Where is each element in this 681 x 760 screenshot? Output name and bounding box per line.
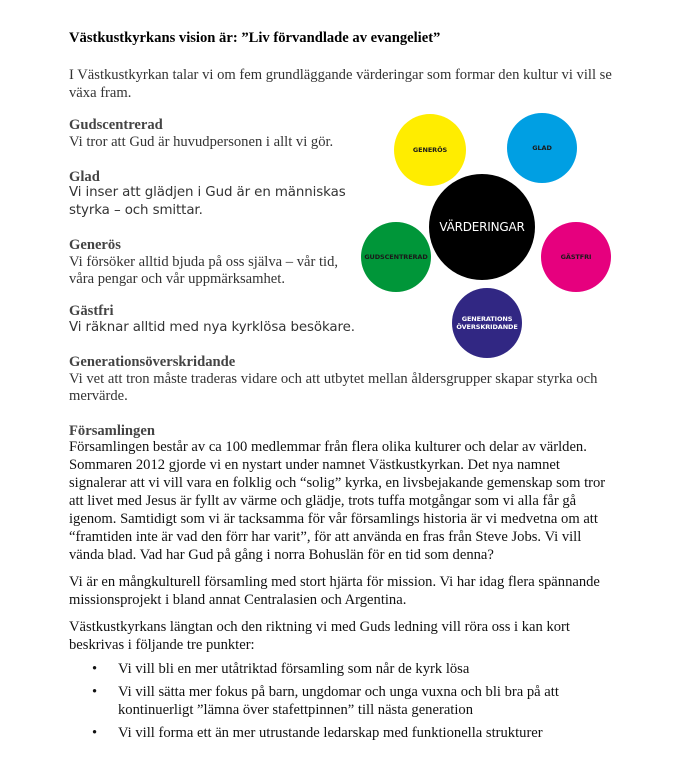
value-text: Vi inser att glädjen i Gud är en människas bbox=[69, 185, 346, 200]
value-heading: Generös bbox=[69, 237, 121, 253]
bullet-text: Vi vill sätta mer fokus på barn, ungdomar och unga vuxna och bli bra på att bbox=[118, 684, 559, 700]
value-text: Vi försöker alltid bjuda på oss själva – vår tid, bbox=[69, 254, 339, 270]
paragraph-line: Församlingen består av ca 100 medlemmar från flera olika kulturer och delar av världen. bbox=[69, 439, 587, 455]
paragraph-line: signalerar att vi vill vara en folklig och “solig” kyrka, en livsbejakande gemenskap som tror bbox=[69, 475, 606, 491]
circle-generationsoverskridande bbox=[452, 288, 522, 358]
paragraph-line: Västkustkyrkans längtan och den riktning vi med Guds ledning vill röra oss i kan kort bbox=[69, 619, 570, 635]
circle-label: GLAD bbox=[532, 144, 552, 152]
intro-line: växa fram. bbox=[69, 85, 132, 101]
intro-line: I Västkustkyrkan talar vi om fem grundläggande värderingar som formar den kultur vi vill se bbox=[69, 67, 612, 83]
circle-label: GÄSTFRI bbox=[560, 253, 592, 261]
value-text: Vi räknar alltid med nya kyrklösa besökare. bbox=[69, 320, 355, 335]
bullet-item bbox=[69, 724, 559, 742]
circle-label: GUDSCENTRERAD bbox=[364, 253, 428, 261]
paragraph-line: missionsprojekt i bland annat Centralasien och Argentina. bbox=[69, 592, 407, 608]
circle-label: GENERÖS bbox=[412, 146, 448, 154]
paragraph-line: igenom. Samtidigt som vi är tacksamma för vår församlings historia är vi medvetna om att bbox=[69, 511, 598, 527]
paragraph-line: “framtiden inte är vad den förr har varit”, för att använda en fras från Steve Jobs. Vi vill bbox=[69, 529, 582, 545]
value-text: mervärde. bbox=[69, 388, 128, 404]
circle-generos bbox=[394, 114, 466, 186]
bullet-text: Vi vill bli en mer utåtriktad församling som når de kyrk lösa bbox=[118, 661, 470, 677]
value-heading: Generationsöverskridande bbox=[69, 354, 236, 370]
circle-gudscentrerad bbox=[361, 222, 431, 292]
value-text: Vi vet att tron måste traderas vidare och att utbytet mellan åldersgrupper skapar styrka och bbox=[69, 371, 598, 387]
bullet-text: Vi vill forma ett än mer utrustande ledarskap med funktionella strukturer bbox=[118, 725, 543, 741]
value-heading: Gudscentrerad bbox=[69, 117, 163, 133]
paragraph-line: Sommaren 2012 gjorde vi en nystart under namnet Västkustkyrkan. Det nya namnet bbox=[69, 457, 560, 473]
bullet-text: kontinuerligt ”lämna över stafettpinnen” till nästa generation bbox=[118, 702, 473, 718]
circle-label-line: ÖVERSKRIDANDE bbox=[456, 323, 518, 331]
value-text: styrka – och smittar. bbox=[69, 203, 203, 218]
bullet-icon: • bbox=[92, 684, 98, 700]
bullet-item bbox=[69, 683, 559, 719]
paragraph-line: beskrivas i följande tre punkter: bbox=[69, 637, 255, 653]
value-text: Vi tror att Gud är huvudpersonen i allt vi gör. bbox=[69, 134, 334, 150]
value-heading: Gästfri bbox=[69, 303, 114, 319]
bullet-item bbox=[69, 660, 559, 678]
paragraph-line: att livet med Jesus är fyllt av värme och glädje, trots tuffa motgångar som vi alla får gå bbox=[69, 493, 577, 509]
circle-glad bbox=[507, 113, 577, 183]
bullet-list bbox=[69, 660, 559, 747]
values-diagram bbox=[355, 110, 615, 360]
paragraph-line: vända blad. Vad har Gud på gång i norra Bohuslän för en tid som denna? bbox=[69, 547, 494, 563]
circle-center-varderingar bbox=[429, 174, 535, 280]
circle-label-line: GENERATIONS bbox=[461, 315, 513, 323]
value-text: våra pengar och vår uppmärksamhet. bbox=[69, 271, 285, 287]
circle-label bbox=[456, 315, 517, 331]
section-heading: Församlingen bbox=[69, 423, 155, 439]
document-title: Västkustkyrkans vision är: ”Liv förvandlade av evangeliet” bbox=[69, 30, 441, 46]
bullet-icon: • bbox=[92, 661, 98, 677]
value-heading: Glad bbox=[69, 169, 100, 185]
bullet-icon: • bbox=[92, 725, 98, 741]
circle-gastfri bbox=[541, 222, 611, 292]
paragraph-line: Vi är en mångkulturell församling med stort hjärta för mission. Vi har idag flera spännande bbox=[69, 574, 600, 590]
center-label: VÄRDERINGAR bbox=[439, 220, 525, 234]
